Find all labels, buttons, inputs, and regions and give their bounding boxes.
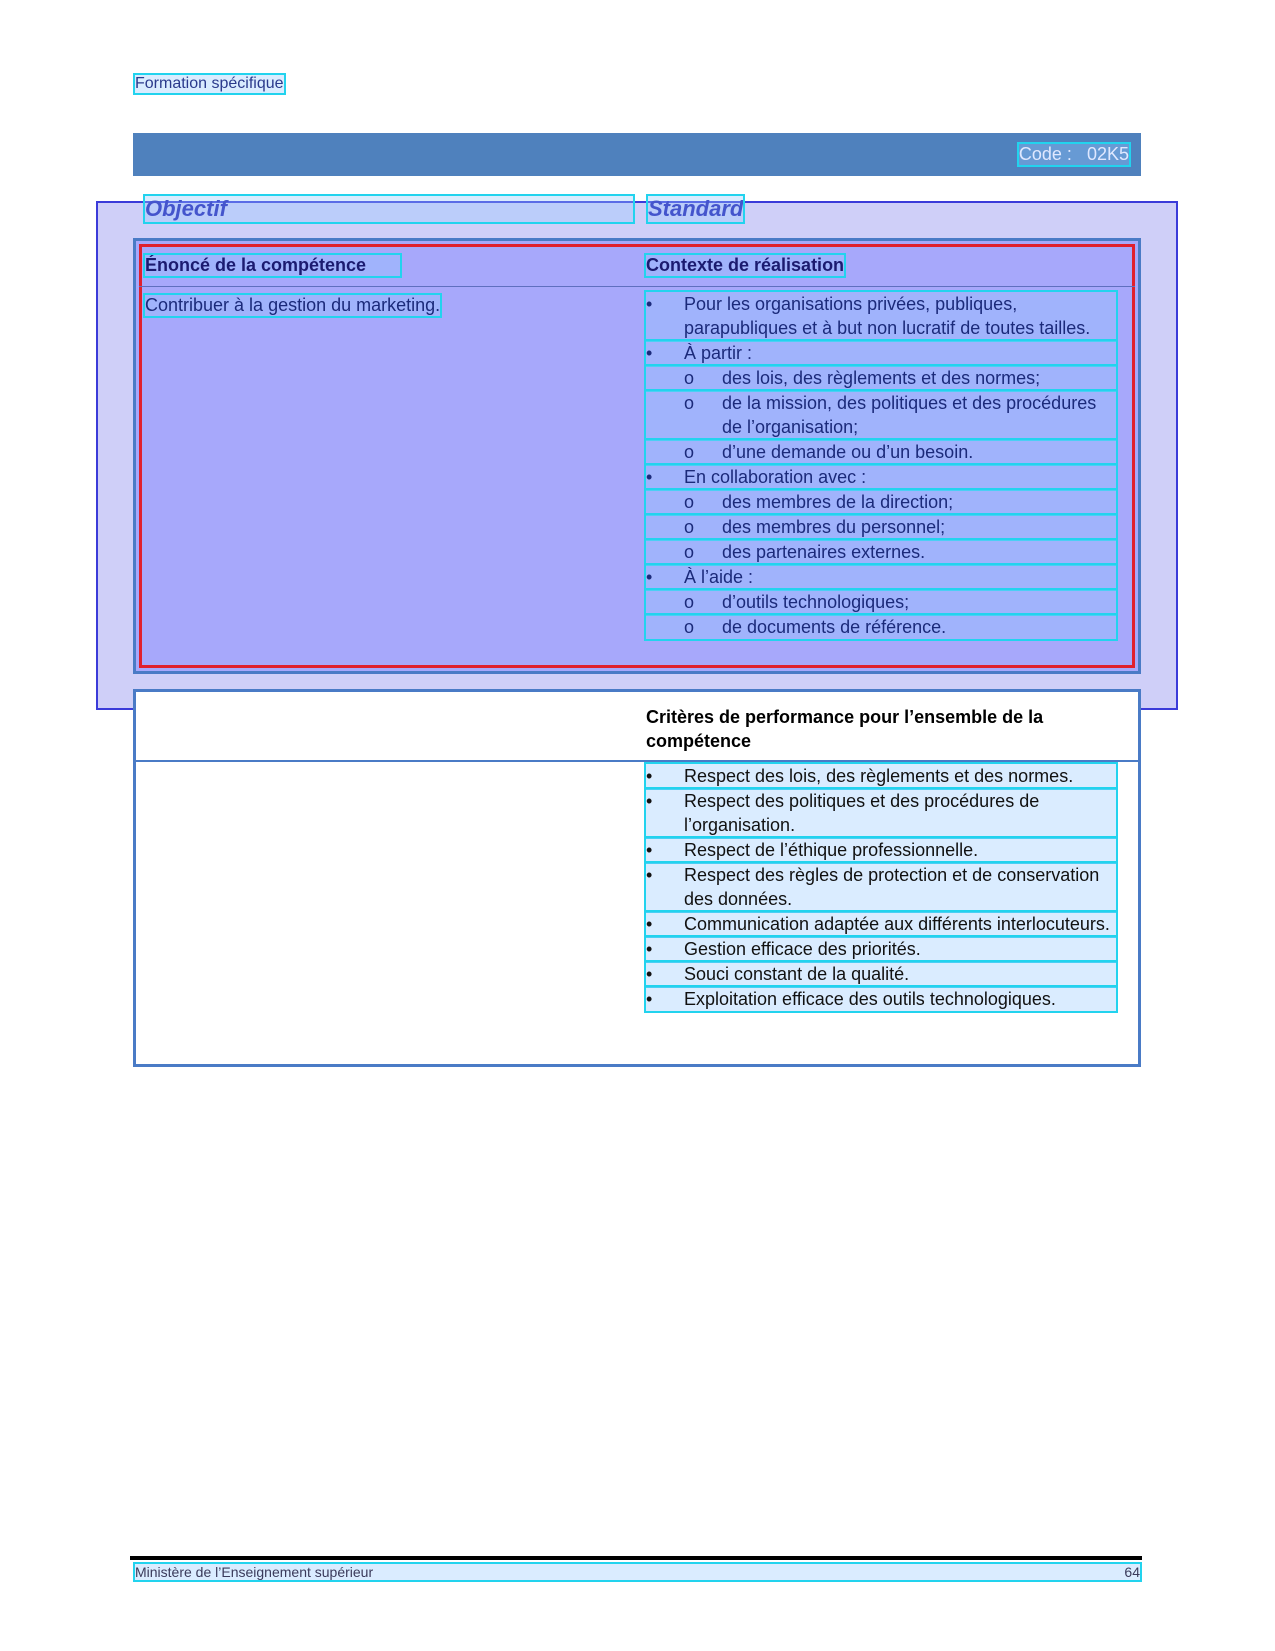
criteres-title: Critères de performance pour l’ensemble de la compétence	[646, 707, 1044, 751]
critere-item: • Souci constant de la qualité.	[646, 962, 1116, 986]
critere-item: • Respect de l’éthique professionnelle.	[646, 838, 1116, 862]
contexte-item: o des lois, des règlements et des normes;	[646, 366, 1116, 390]
footer-rule	[130, 1556, 1142, 1560]
contexte-item: o des membres de la direction;	[646, 490, 1116, 514]
critere-item: • Respect des règles de protection et de conservation des données.	[646, 863, 1116, 911]
title-bar	[133, 133, 1141, 176]
page-number: 64	[1124, 1564, 1140, 1580]
enonce-title: Énoncé de la compétence	[145, 255, 400, 276]
contexte-item: o d’une demande ou d’un besoin.	[646, 440, 1116, 464]
criteres-list	[646, 764, 1116, 1012]
enonce-text: Contribuer à la gestion du marketing.	[145, 295, 441, 315]
contexte-item: o de la mission, des politiques et des procédures de l’organisation;	[646, 391, 1116, 439]
standard-heading: Standard	[648, 196, 744, 221]
critere-item: • Respect des lois, des règlements et des normes.	[646, 764, 1116, 788]
running-header: Formation spécifique	[135, 75, 284, 92]
contexte-item: • À l’aide :	[646, 565, 1116, 589]
critere-item: • Gestion efficace des priorités.	[646, 937, 1116, 961]
contexte-item: • Pour les organisations privées, publiques, parapubliques et à but non lucratif de toutes tailles.	[646, 292, 1116, 340]
competence-header-rule	[139, 286, 1135, 287]
critere-item: • Exploitation efficace des outils technologiques.	[646, 987, 1116, 1011]
code-label-text: Code :	[1018, 144, 1072, 164]
code-label	[1019, 144, 1129, 165]
code-value: 02K5	[1086, 144, 1129, 164]
contexte-list	[646, 292, 1116, 640]
contexte-item: o des membres du personnel;	[646, 515, 1116, 539]
criteres-header-rule	[136, 760, 1138, 762]
contexte-title: Contexte de réalisation	[646, 255, 845, 275]
contexte-item: o d’outils technologiques;	[646, 590, 1116, 614]
objective-heading: Objectif	[145, 196, 633, 222]
footer-ministry: Ministère de l’Enseignement supérieur	[135, 1564, 374, 1580]
contexte-item: • En collaboration avec :	[646, 465, 1116, 489]
contexte-item: o de documents de référence.	[646, 615, 1116, 639]
footer	[135, 1564, 1140, 1580]
critere-item: • Respect des politiques et des procédures de l’organisation.	[646, 789, 1116, 837]
critere-item: • Communication adaptée aux différents interlocuteurs.	[646, 912, 1116, 936]
contexte-item: o des partenaires externes.	[646, 540, 1116, 564]
contexte-item: • À partir :	[646, 341, 1116, 365]
